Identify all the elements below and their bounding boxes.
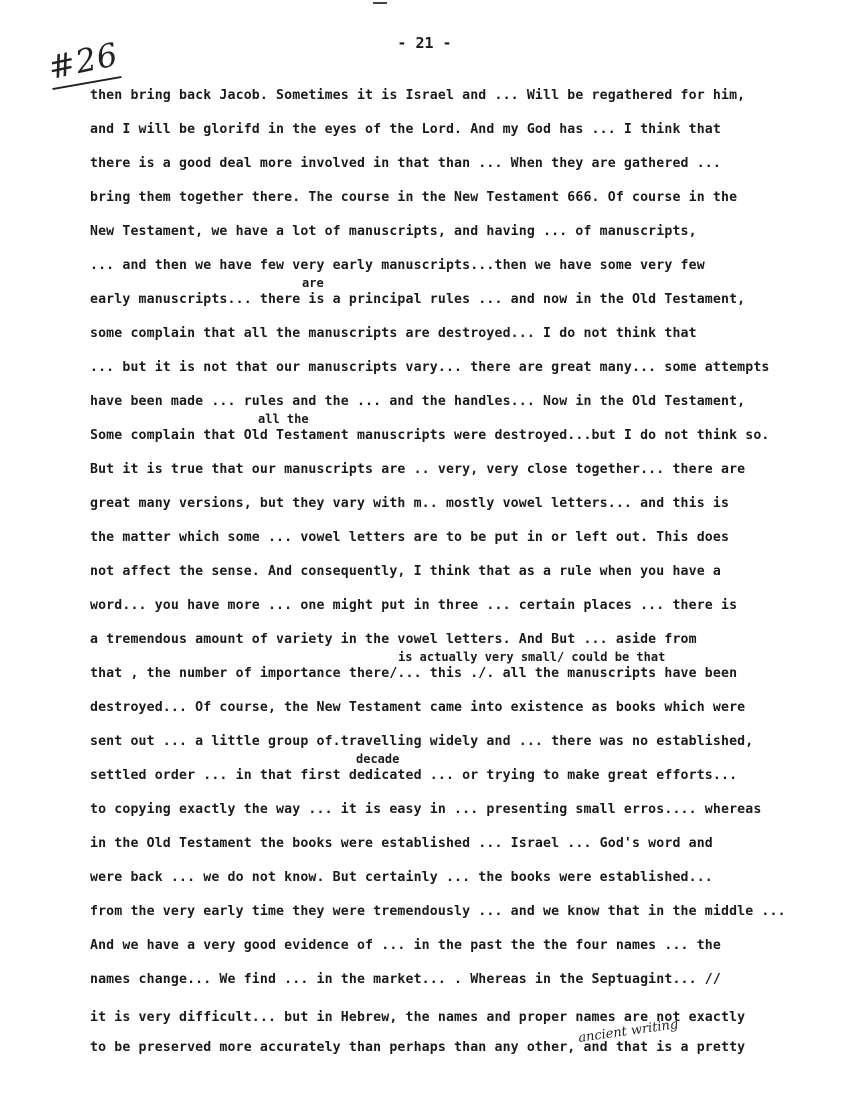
text-line: not affect the sense. And consequently, I think that as a rule when you have a bbox=[90, 564, 721, 579]
text-line: sent out ... a little group of.travelling widely and ... there was no established, bbox=[90, 734, 754, 749]
text-line: And we have a very good evidence of ... in the past the the four names ... the bbox=[90, 938, 721, 953]
text-line: from the very early time they were tremendously ... and we know that in the middle ... bbox=[90, 904, 786, 919]
text-line: then bring back Jacob. Sometimes it is Israel and ... Will be regathered for him, bbox=[90, 88, 746, 103]
text-line: some complain that all the manuscripts are destroyed... I do not think that bbox=[90, 326, 697, 341]
text-line: word... you have more ... one might put in three ... certain places ... there is bbox=[90, 598, 738, 613]
text-line: in the Old Testament the books were established ... Israel ... God's word and bbox=[90, 836, 713, 851]
interlinear-correction: are bbox=[302, 276, 324, 290]
text-line: it is very difficult... but in Hebrew, the names and proper names are not exactly bbox=[90, 1010, 746, 1025]
text-line: New Testament, we have a lot of manuscripts, and having ... of manuscripts, bbox=[90, 224, 697, 239]
text-line: Some complain that Old Testament manuscripts were destroyed...but I do not think so. bbox=[90, 428, 770, 443]
interlinear-correction: all the bbox=[258, 412, 309, 426]
interlinear-correction: is actually very small/ could be that bbox=[398, 650, 666, 664]
text-line: destroyed... Of course, the New Testament came into existence as books which were bbox=[90, 700, 746, 715]
text-line: there is a good deal more involved in that than ... When they are gathered ... bbox=[90, 156, 721, 171]
text-line: great many versions, but they vary with m.. mostly vowel letters... and this is bbox=[90, 496, 730, 511]
interlinear-correction: decade bbox=[356, 752, 400, 766]
text-line: ... but it is not that our manuscripts vary... there are great many... some attempts bbox=[90, 360, 770, 375]
text-line: a tremendous amount of variety in the vowel letters. And But ... aside from bbox=[90, 632, 697, 647]
text-line: names change... We find ... in the market... . Whereas in the Septuagint... // bbox=[90, 972, 721, 987]
handwritten-page-mark: #26 bbox=[44, 35, 122, 87]
text-line: and I will be glorifd in the eyes of the Lord. And my God has ... I think that bbox=[90, 122, 721, 137]
text-line: were back ... we do not know. But certainly ... the books were established... bbox=[90, 870, 713, 885]
text-line: early manuscripts... there is a principal rules ... and now in the Old Testament, bbox=[90, 292, 746, 307]
text-line: that , the number of importance there/... this ./. all the manuscripts have been bbox=[90, 666, 738, 681]
text-line: bring them together there. The course in the New Testament 666. Of course in the bbox=[90, 190, 738, 205]
text-line: to copying exactly the way ... it is easy in ... presenting small erros.... whereas bbox=[90, 802, 762, 817]
text-line: the matter which some ... vowel letters are to be put in or left out. This does bbox=[90, 530, 730, 545]
scan-mark bbox=[373, 2, 387, 4]
text-line: to be preserved more accurately than perhaps than any other, and that is a pretty bbox=[90, 1040, 746, 1055]
text-line: have been made ... rules and the ... and the handles... Now in the Old Testament, bbox=[90, 394, 746, 409]
handwritten-annotation: ancient writing bbox=[577, 1017, 680, 1046]
text-line: settled order ... in that first dedicated ... or trying to make great efforts... bbox=[90, 768, 738, 783]
page-number: - 21 - bbox=[397, 34, 452, 52]
text-line: ... and then we have few very early manuscripts...then we have some very few bbox=[90, 258, 705, 273]
text-line: But it is true that our manuscripts are .. very, very close together... there are bbox=[90, 462, 746, 477]
